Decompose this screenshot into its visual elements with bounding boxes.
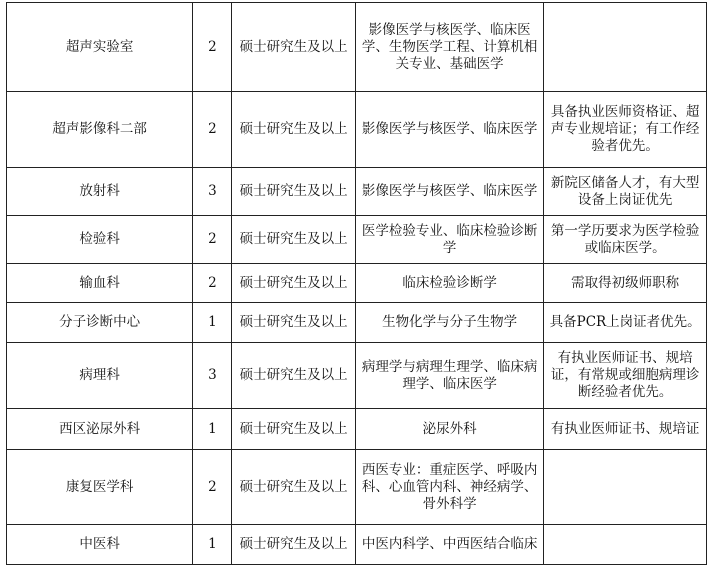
table-row: [7, 168, 707, 216]
major-cell: 生物化学与分子生物学: [355, 303, 543, 343]
dept-cell: 中医科: [7, 525, 193, 565]
dept-cell: 放射科: [7, 168, 193, 216]
count-cell: 1: [193, 303, 232, 343]
count-cell: 1: [193, 409, 232, 450]
education-cell: 硕士研究生及以上: [232, 303, 356, 343]
dept-cell: 检验科: [7, 216, 193, 264]
table-row: [7, 450, 707, 525]
requirement-cell: 有执业医师证书、规培证，有常规或细胞病理诊断经验者优先。: [544, 343, 707, 409]
major-cell: 临床检验诊断学: [355, 264, 543, 303]
dept-cell: 康复医学科: [7, 450, 193, 525]
dept-cell: 分子诊断中心: [7, 303, 193, 343]
education-cell: 硕士研究生及以上: [232, 343, 356, 409]
dept-cell: 西区泌尿外科: [7, 409, 193, 450]
dept-cell: 输血科: [7, 264, 193, 303]
major-cell: 影像医学与核医学、临床医学: [355, 92, 543, 168]
requirement-cell: [544, 450, 707, 525]
education-cell: 硕士研究生及以上: [232, 3, 356, 92]
education-cell: 硕士研究生及以上: [232, 409, 356, 450]
major-cell: 中医内科学、中西医结合临床: [355, 525, 543, 565]
count-cell: 2: [193, 3, 232, 92]
major-cell: 病理学与病理生理学、临床病理学、临床医学: [355, 343, 543, 409]
dept-cell: 超声实验室: [7, 3, 193, 92]
table-row: [7, 216, 707, 264]
major-cell: 泌尿外科: [355, 409, 543, 450]
count-cell: 2: [193, 216, 232, 264]
education-cell: 硕士研究生及以上: [232, 525, 356, 565]
education-cell: 硕士研究生及以上: [232, 216, 356, 264]
major-cell: 西医专业：重症医学、呼吸内科、心血管内科、神经病学、骨外科学: [355, 450, 543, 525]
requirement-cell: 具备执业医师资格证、超声专业规培证；有工作经验者优先。: [544, 92, 707, 168]
count-cell: 2: [193, 92, 232, 168]
dept-cell: 超声影像科二部: [7, 92, 193, 168]
requirement-cell: 有执业医师证书、规培证: [544, 409, 707, 450]
education-cell: 硕士研究生及以上: [232, 168, 356, 216]
requirement-cell: 具备PCR上岗证者优先。: [544, 303, 707, 343]
table-row: [7, 264, 707, 303]
table-row: [7, 343, 707, 409]
recruitment-table: [6, 2, 707, 565]
table-row: [7, 303, 707, 343]
major-cell: 影像医学与核医学、临床医学、生物医学工程、计算机相关专业、基础医学: [355, 3, 543, 92]
table-row: [7, 525, 707, 565]
major-cell: 影像医学与核医学、临床医学: [355, 168, 543, 216]
requirement-cell: 需取得初级师职称: [544, 264, 707, 303]
table-row: [7, 409, 707, 450]
count-cell: 3: [193, 168, 232, 216]
education-cell: 硕士研究生及以上: [232, 450, 356, 525]
requirement-cell: [544, 525, 707, 565]
requirement-cell: [544, 3, 707, 92]
count-cell: 2: [193, 450, 232, 525]
count-cell: 1: [193, 525, 232, 565]
education-cell: 硕士研究生及以上: [232, 92, 356, 168]
count-cell: 2: [193, 264, 232, 303]
count-cell: 3: [193, 343, 232, 409]
table-row: [7, 92, 707, 168]
dept-cell: 病理科: [7, 343, 193, 409]
table-row: [7, 3, 707, 92]
major-cell: 医学检验专业、临床检验诊断学: [355, 216, 543, 264]
requirement-cell: 第一学历要求为医学检验或临床医学。: [544, 216, 707, 264]
education-cell: 硕士研究生及以上: [232, 264, 356, 303]
requirement-cell: 新院区储备人才，有大型设备上岗证优先: [544, 168, 707, 216]
